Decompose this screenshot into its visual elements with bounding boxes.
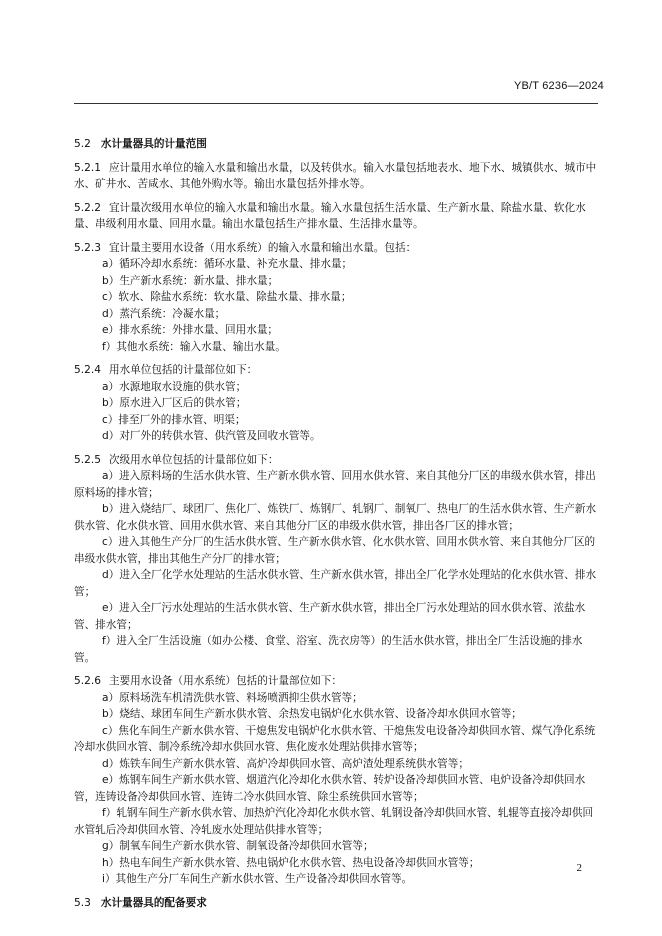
list-item: c）软水、除盐水系统：软水量、除盐水量、排水量； — [102, 291, 352, 303]
list-item: c）进入其他生产分厂的生活水供水管、生产新水供水管、化水供水管、回用水供水管、来自其他分厂区的串级水供水管，排出其他生产分厂的排水管； — [74, 536, 596, 565]
clause-5-2-1 — [74, 160, 600, 193]
clause-5-2-4 — [74, 362, 600, 445]
list-item: a）循环冷却水系统：循环水量、补充水量、排水量； — [102, 258, 353, 270]
list-item: e）进入全厂污水处理站的生活水供水管、生产新水供水管，排出全厂污水处理站的回水供水管、浓盐水管、排水管； — [74, 602, 586, 631]
section-heading-5-2 — [74, 136, 600, 153]
list-item: d）对厂外的转供水管、供汽管及回收水管等。 — [102, 430, 321, 442]
list-item: c）排至厂外的排水管、明渠； — [102, 413, 246, 426]
clause-number: 5.2.5 — [74, 453, 101, 466]
list-item: b）烧结、球团车间生产新水供水管、余热发电锅炉化水供水管、设备冷却水供回水管等； — [102, 708, 522, 720]
list-item: f）进入全厂生活设施（如办公楼、食堂、浴室、洗衣房等）的生活水供水管，排出全厂生活设施的排水管。 — [74, 635, 583, 664]
document-code: YB/T 6236—2024 — [513, 80, 604, 92]
clause-paragraph — [74, 160, 600, 193]
clause-5-2-3 — [74, 240, 600, 356]
clause-number: 5.2.1 — [74, 161, 101, 174]
list-item: g）制氧车间生产新水供水管、制氧设备冷却供回水管等； — [102, 840, 374, 852]
list-item: d）蒸汽系统：冷凝水量； — [102, 307, 226, 320]
clause-paragraph — [74, 200, 600, 233]
list-item: h）热电车间生产新水供水管、热电锅炉化水供水管、热电设备冷却供回水管等； — [102, 856, 480, 869]
clause-paragraph — [74, 452, 600, 469]
list-item: e）排水系统：外排水量、回用水量； — [102, 324, 279, 336]
clause-5-2-6 — [74, 673, 600, 888]
list-item: a）进入原料场的生活水供水管、生产新水供水管、回用水供水管、来自其他分厂区的串级水供水管，排出原料场的排水管； — [74, 470, 596, 499]
section-number: 5.2 — [74, 138, 91, 150]
list-item: a）原料场洗车机清洗供水管、料场喷洒抑尘供水管等； — [102, 691, 363, 704]
section-title: 水计量器具的配备要求 — [100, 896, 207, 909]
list-item: f）轧钢车间生产新水供水管、加热炉汽化冷却化水供水管、轧钢设备冷却供回水管、轧辊等直接冷却供回水管轧后冷却供回水管、冷轧废水处理站供排水管等； — [74, 807, 594, 836]
clause-number: 5.2.6 — [74, 675, 101, 687]
clause-text: 应计量用水单位的输入水量和输出水量，以及转供水。输入水量包括地表水、地下水、城镇供水、城市中水、矿井水、苦咸水、其他外购水等。输出水量包括外排水等。 — [74, 161, 597, 190]
clause-number: 5.2.4 — [74, 364, 101, 376]
clause-text: 宜计量次级用水单位的输入水量和输出水量。输入水量包括生活水量、生产新水量、除盐水量、软化水量、串级利用水量、回用水量。输出水量包括生产排水量、生活排水量等。 — [74, 201, 586, 230]
list-item: b）原水进入厂区后的供水管； — [102, 397, 247, 409]
list-item: b）进入烧结厂、球团厂、焦化厂、炼铁厂、炼钢厂、轧钢厂、制氧厂、热电厂的生活水供水管、生产新水供水管、化水供水管、回用水供水管、来自其他分厂区的串级水供水管，排出各厂区的排水管； — [74, 503, 597, 532]
clause-number: 5.2.2 — [74, 201, 101, 214]
clause-text: 宜计量主要用水设备（用水系统）的输入水量和输出水量。包括： — [108, 241, 417, 254]
list-item: d）进入全厂化学水处理站的生活水供水管、生产新水供水管，排出全厂化学水处理站的化水供水管、排水管； — [74, 569, 597, 598]
clause-paragraph — [74, 362, 600, 379]
list-item: f）其他水系统：输入水量、输出水量。 — [102, 340, 286, 353]
clause-text: 用水单位包括的计量部位如下： — [108, 364, 258, 376]
clause-text: 次级用水单位包括的计量部位如下： — [108, 453, 279, 466]
list-item: e）炼钢车间生产新水供水管、烟道汽化冷却化水供水管、转炉设备冷却供回水管、电炉设备冷却供回水管，连铸设备冷却供回水管、连铸二冷水供回水管、除尘系统供回水管等； — [74, 774, 586, 803]
page-number: 2 — [576, 862, 582, 874]
clause-paragraph — [74, 673, 600, 690]
section-title: 水计量器具的计量范围 — [100, 138, 207, 150]
clause-paragraph — [74, 240, 600, 257]
list-item: c）焦化车间生产新水供水管、干熄焦发电锅炉化水供水管、干熄焦发电设备冷却供回水管、煤气净化系统冷却水供回水管、制冷系统冷却水供回水管、焦化废水处理站供排水管等； — [74, 724, 596, 753]
clause-5-2-5 — [74, 452, 600, 667]
list-item: i）其他生产分厂车间生产新水供水管、生产设备冷却供回水管等。 — [102, 873, 413, 885]
list-item: a）水源地取水设施的供水管； — [102, 380, 247, 393]
clause-number: 5.2.3 — [74, 241, 101, 254]
clause-text: 主要用水设备（用水系统）包括的计量部位如下： — [108, 675, 343, 687]
section-number: 5.3 — [74, 896, 91, 909]
header-rule — [74, 103, 598, 104]
list-item: b）生产新水系统：新水量、排水量； — [102, 274, 279, 287]
document-body — [74, 136, 600, 918]
clause-5-2-2 — [74, 200, 600, 233]
section-heading-5-3 — [74, 895, 600, 912]
list-item: d）炼铁车间生产新水供水管、高炉冷却供回水管、高炉渣处理系统供水管等； — [102, 757, 469, 770]
